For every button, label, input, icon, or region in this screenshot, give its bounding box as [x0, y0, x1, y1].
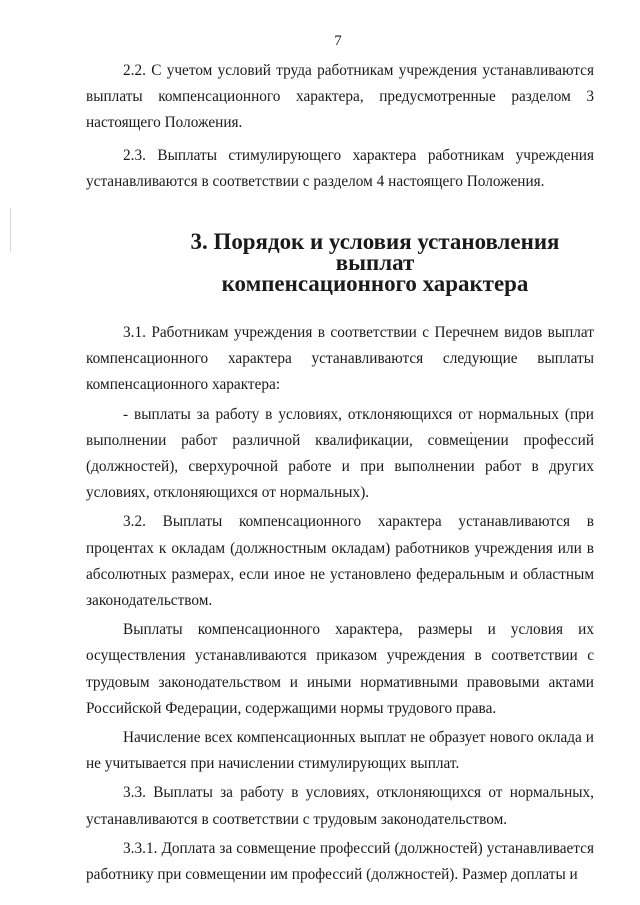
- paragraph-3-1-item: - выплаты за работу в условиях, отклоняющихся от нормальных (при выполнении работ различной квалификации, совмещении профессий (должностей), сверхурочной работе и при выполнении работ в других условиях, отклоняющихся от нормальных).: [86, 405, 594, 502]
- page-number: 7: [334, 33, 342, 49]
- paragraph-3-3-1: 3.3.1. Доплата за совмещение профессий (должностей) устанавливается работнику при совмещении им профессий (должностей). Размер доплаты и: [86, 839, 594, 884]
- document-body: [86, 58, 594, 888]
- paragraph-2-2: 2.2. С учетом условий труда работникам учреждения устанавливаются выплаты компенсационного характера, предусмотренные разделом 3 настоящего Положения.: [86, 62, 594, 132]
- scan-margin-mark: [10, 208, 11, 252]
- section-3-heading-line1: 3. Порядок и условия установления выплат: [190, 229, 560, 276]
- paragraph-3-1: 3.1. Работникам учреждения в соответствии с Перечнем видов выплат компенсационного характера устанавливаются следующие выплаты компенсационного характера:: [86, 324, 594, 394]
- section-3-heading: [86, 229, 594, 297]
- paragraph-2-3: 2.3. Выплаты стимулирующего характера работникам учреждения устанавливаются в соответствии с разделом 4 настоящего Положения.: [86, 146, 594, 190]
- paragraph-3-3: 3.3. Выплаты за работу в условиях, отклоняющихся от нормальных, устанавливаются в соответствии с трудовым законодательством.: [86, 784, 594, 828]
- paragraph-3-2-b: Выплаты компенсационного характера, размеры и условия их осуществления устанавливаются приказом учреждения в соответствии с трудовым законодательством и иными нормативными правовыми актами Российской Федерации, содержащими нормы трудового права.: [86, 621, 594, 717]
- paragraph-3-2: 3.2. Выплаты компенсационного характера устанавливаются в процентах к окладам (должностным окладам) работников учреждения или в абсолютных размерах, если иное не установлено федеральным и областным законодательством.: [86, 513, 594, 610]
- paragraph-3-2-c: Начисление всех компенсационных выплат не образует нового оклада и не учитывается при начислении стимулирующих выплат.: [86, 729, 594, 773]
- section-3-heading-line2: компенсационного характера: [221, 271, 529, 297]
